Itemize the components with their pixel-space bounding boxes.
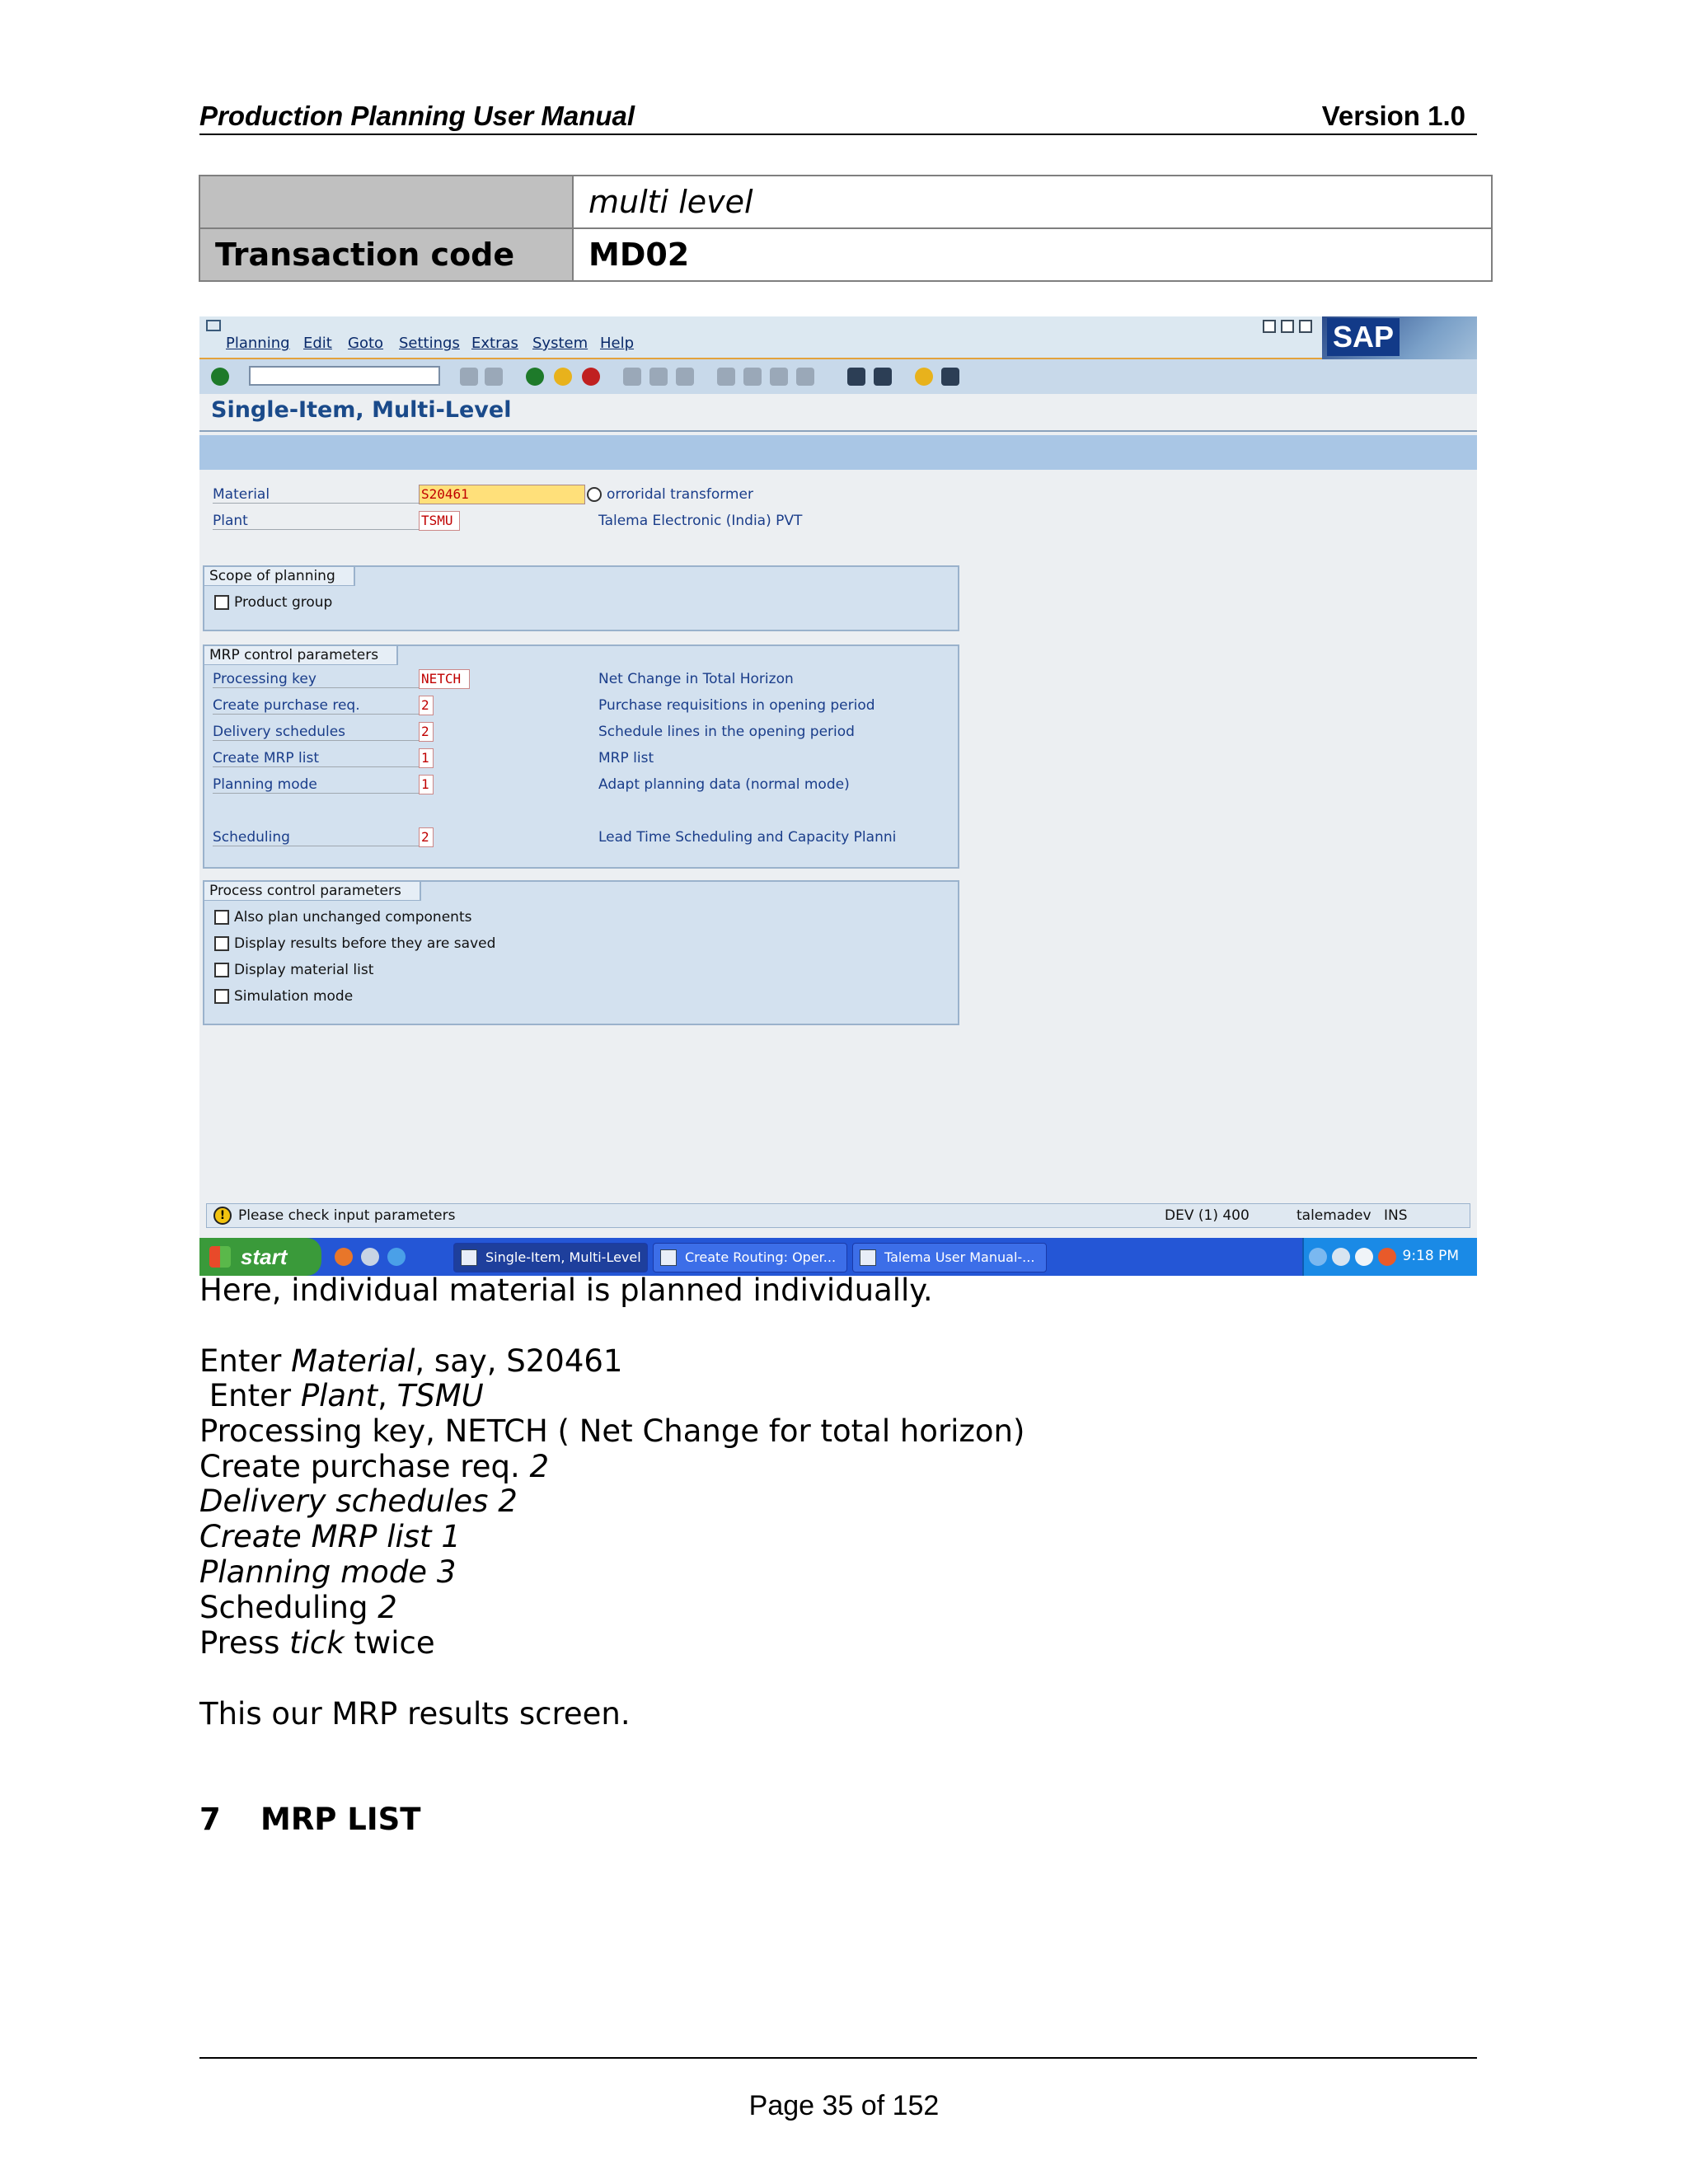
scheduling-input[interactable]: 2 <box>419 827 434 847</box>
value-help-icon[interactable] <box>587 487 602 502</box>
system-info[interactable]: DEV (1) 400 <box>1165 1207 1250 1224</box>
layout-menu-icon[interactable] <box>941 368 959 386</box>
windows-logo-icon <box>209 1246 231 1268</box>
delivery-schedules-label: Delivery schedules <box>213 724 419 741</box>
menu-system[interactable]: System <box>532 335 588 352</box>
display-results-checkbox[interactable] <box>214 936 229 951</box>
text-span: Scheduling <box>199 1590 378 1625</box>
screen-title: Single-Item, Multi-Level <box>211 397 512 423</box>
display-material-list-checkbox[interactable] <box>214 963 229 977</box>
text-span: Plant <box>300 1378 378 1413</box>
create-purchase-req-input[interactable]: 2 <box>419 696 434 715</box>
create-purchase-req-label: Create purchase req. <box>213 697 419 715</box>
network-icon[interactable] <box>1332 1248 1350 1266</box>
table-cell-level: multi level <box>573 176 1492 228</box>
firefox-icon[interactable] <box>335 1248 353 1266</box>
text-span: Material <box>291 1343 415 1379</box>
step-press-tick <box>199 1625 435 1661</box>
clock: 9:18 PM <box>1402 1248 1459 1264</box>
manual-title: Production Planning User Manual <box>199 101 635 131</box>
step-delivery-schedules: Delivery schedules 2 <box>199 1483 518 1519</box>
processing-key-description: Net Change in Total Horizon <box>598 671 794 687</box>
also-plan-unchanged-label: Also plan unchanged components <box>234 909 472 926</box>
text-span: tick <box>289 1625 345 1661</box>
print-icon[interactable] <box>623 368 641 386</box>
previous-page-icon[interactable] <box>743 368 762 386</box>
user-info: talemadev <box>1296 1207 1372 1224</box>
group-title: MRP control parameters <box>204 646 398 665</box>
processing-key-label: Processing key <box>213 671 419 688</box>
create-purchase-req-description: Purchase requisitions in opening period <box>598 697 875 714</box>
planning-mode-input[interactable]: 1 <box>419 775 434 794</box>
start-label: start <box>241 1244 288 1269</box>
section-heading <box>199 1802 421 1837</box>
taskbar-item-single-item[interactable] <box>453 1243 648 1272</box>
text-span: Press <box>199 1625 290 1661</box>
text-span: Enter <box>199 1378 301 1413</box>
status-message: Please check input parameters <box>238 1207 456 1224</box>
task-label: Talema User Manual-... <box>884 1249 1035 1265</box>
close-icon[interactable] <box>1299 320 1312 333</box>
task-label: Create Routing: Oper... <box>685 1249 837 1265</box>
window-icon <box>461 1249 477 1266</box>
task-label: Single-Item, Multi-Level <box>485 1249 641 1265</box>
status-bar <box>206 1203 1470 1228</box>
table-row <box>199 176 1492 228</box>
taskbar-item-user-manual[interactable] <box>852 1243 1047 1272</box>
create-mrp-list-description: MRP list <box>598 750 654 766</box>
footer-divider <box>199 2057 1477 2059</box>
step-create-mrp-list: Create MRP list 1 <box>199 1519 461 1554</box>
taskbar-item-create-routing[interactable] <box>653 1243 847 1272</box>
menu-help[interactable]: Help <box>600 335 635 352</box>
window-icon <box>660 1249 677 1266</box>
planning-mode-description: Adapt planning data (normal mode) <box>598 776 850 793</box>
ie-icon[interactable] <box>387 1248 406 1266</box>
transaction-table <box>199 175 1493 282</box>
application-toolbar <box>199 435 1477 470</box>
text-span: 2 <box>377 1590 397 1625</box>
section-title: MRP LIST <box>260 1802 421 1837</box>
text-span: , <box>377 1378 397 1413</box>
insert-mode: INS <box>1384 1207 1408 1224</box>
menu-planning[interactable]: Planning <box>226 335 290 352</box>
planning-mode-label: Planning mode <box>213 776 419 794</box>
text-span: twice <box>344 1625 435 1661</box>
product-group-label: Product group <box>234 594 333 611</box>
text-span: Enter <box>199 1343 292 1379</box>
page-number: Page 35 of 152 <box>748 2090 940 2121</box>
material-input[interactable]: S20461 <box>419 485 585 504</box>
processing-key-input[interactable]: NETCH <box>419 669 470 689</box>
process-control-parameters-group <box>203 880 959 1025</box>
command-field[interactable] <box>249 366 440 386</box>
save-icon[interactable] <box>485 368 503 386</box>
sap-logo-text: SAP <box>1327 318 1400 356</box>
text-span: TSMU <box>396 1378 484 1413</box>
messenger-icon[interactable] <box>1355 1248 1373 1266</box>
find-icon[interactable] <box>649 368 668 386</box>
step-scheduling <box>199 1590 397 1625</box>
delivery-schedules-input[interactable]: 2 <box>419 722 434 742</box>
help-icon[interactable] <box>915 368 933 386</box>
start-button[interactable] <box>199 1238 321 1276</box>
section-number: 7 <box>199 1802 221 1837</box>
document-icon <box>860 1249 876 1266</box>
menu-edit[interactable]: Edit <box>303 335 332 352</box>
create-mrp-list-label: Create MRP list <box>213 750 419 767</box>
sap-screenshot <box>199 316 1477 1276</box>
table-cell-empty <box>199 176 573 228</box>
text-span: Create purchase req. <box>199 1449 530 1484</box>
menu-goto[interactable]: Goto <box>348 335 384 352</box>
menu-settings[interactable]: Settings <box>399 335 460 352</box>
security-icon[interactable] <box>1378 1248 1396 1266</box>
last-page-icon[interactable] <box>796 368 814 386</box>
table-row <box>199 228 1492 281</box>
find-next-icon[interactable] <box>676 368 694 386</box>
text-span: 2 <box>529 1449 550 1484</box>
also-plan-unchanged-checkbox[interactable] <box>214 910 229 925</box>
maximize-icon[interactable] <box>1281 320 1294 333</box>
group-title: Process control parameters <box>204 882 421 901</box>
quick-launch-icon[interactable] <box>361 1248 379 1266</box>
intro-text: Here, individual material is planned individually. <box>199 1272 933 1308</box>
plant-label: Plant <box>213 513 419 530</box>
step-purchase-req <box>199 1449 549 1484</box>
delivery-schedules-description: Schedule lines in the opening period <box>598 724 855 740</box>
menu-bar <box>199 316 1477 360</box>
shortcut-icon[interactable] <box>874 368 892 386</box>
standard-toolbar <box>199 359 1477 394</box>
simulation-mode-checkbox[interactable] <box>214 989 229 1004</box>
scheduling-description: Lead Time Scheduling and Capacity Planni <box>598 829 897 846</box>
enter-check-icon[interactable] <box>211 368 229 386</box>
text-span: , say, S20461 <box>415 1343 623 1379</box>
plant-input[interactable]: TSMU <box>419 511 460 531</box>
plant-description: Talema Electronic (India) PVT <box>598 513 803 529</box>
cancel-icon[interactable] <box>582 368 600 386</box>
new-session-icon[interactable] <box>847 368 865 386</box>
scheduling-label: Scheduling <box>213 829 419 846</box>
windows-taskbar <box>199 1238 1477 1276</box>
title-divider <box>199 430 1477 432</box>
system-tray <box>1302 1238 1477 1276</box>
back-icon[interactable] <box>526 368 544 386</box>
transaction-code-value: MD02 <box>573 228 1492 281</box>
step-processing-key: Processing key, NETCH ( Net Change for total horizon) <box>199 1413 1025 1449</box>
display-results-label: Display results before they are saved <box>234 935 496 952</box>
step-plant <box>199 1378 484 1413</box>
step-planning-mode: Planning mode 3 <box>199 1554 457 1590</box>
window-menu-icon[interactable] <box>206 320 221 331</box>
transaction-code-label: Transaction code <box>199 228 573 281</box>
create-mrp-list-input[interactable]: 1 <box>419 748 434 768</box>
warning-icon: ! <box>213 1207 232 1225</box>
first-page-icon[interactable] <box>717 368 735 386</box>
step-material <box>199 1343 622 1379</box>
simulation-mode-label: Simulation mode <box>234 988 354 1005</box>
group-title: Scope of planning <box>204 567 355 586</box>
minimize-icon[interactable] <box>1263 320 1276 333</box>
next-page-icon[interactable] <box>770 368 788 386</box>
exit-icon[interactable] <box>554 368 572 386</box>
version-label: Version 1.0 <box>1321 101 1465 131</box>
results-text: This our MRP results screen. <box>199 1696 631 1732</box>
scope-of-planning-group <box>203 565 959 631</box>
page-header <box>199 97 1477 135</box>
menu-extras[interactable]: Extras <box>471 335 518 352</box>
product-group-checkbox[interactable] <box>214 595 229 610</box>
back-arrow-icon[interactable] <box>460 368 478 386</box>
display-material-list-label: Display material list <box>234 962 374 978</box>
material-description: orroridal transformer <box>607 486 753 503</box>
tray-back-icon[interactable] <box>1309 1248 1327 1266</box>
material-label: Material <box>213 486 419 504</box>
